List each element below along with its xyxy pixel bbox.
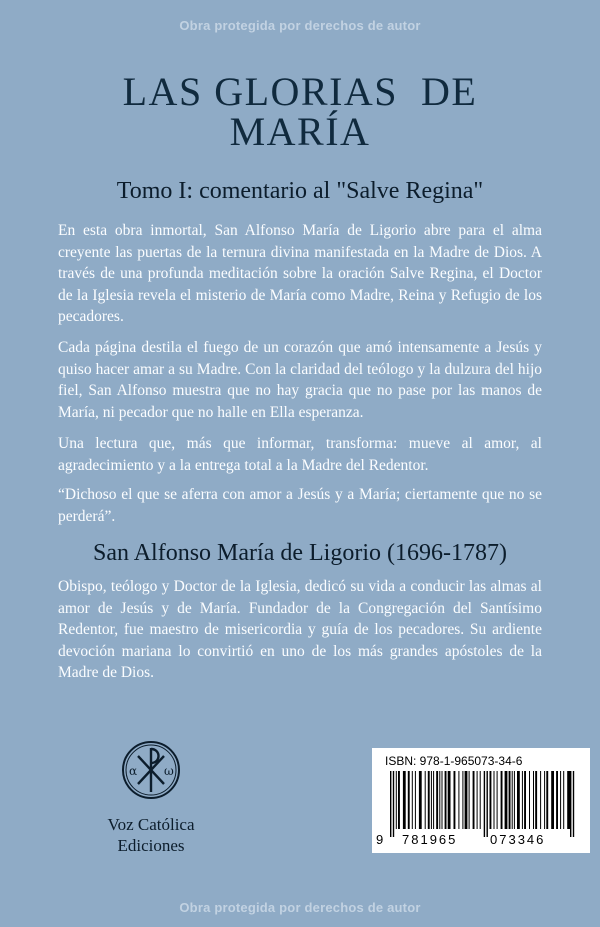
- barcode-bar: [480, 771, 481, 829]
- quote-paragraph: “Dichoso el que se aferra con amor a Jesús y a María; ciertamente que no se perderá”.: [58, 486, 542, 525]
- barcode-bar: [512, 771, 513, 829]
- description-paragraph-1: En esta obra inmortal, San Alfonso María de Ligorio abre para el alma creyente las puertas de la ternura divina manifestada en la Madre de Dios. A través de una profunda meditación sobre la oración Salve Regina, el Doctor de la Iglesia revela el misterio de María como Madre, Reina y Refugio de los pecadores.: [58, 222, 542, 326]
- barcode-digit-first: 9: [376, 832, 384, 847]
- barcode-bar: [490, 771, 492, 829]
- barcode-digits-right: 073346: [490, 832, 546, 847]
- barcode-bar: [469, 771, 470, 829]
- description-paragraph-3: Una lectura que, más que informar, transforma: mueve al amor, al agradecimiento y a la entrega total a la Madre del Redentor.: [58, 435, 542, 474]
- barcode-bar: [398, 771, 400, 829]
- barcode-bar: [517, 771, 520, 829]
- svg-text:ω: ω: [164, 764, 174, 778]
- barcode-bar: [390, 771, 391, 837]
- barcode-bar: [433, 771, 434, 829]
- copyright-watermark: Obra protegida por derechos de autor: [179, 18, 421, 33]
- barcode-digits-left: 781965: [402, 832, 458, 847]
- barcode-bar: [473, 771, 475, 829]
- publisher-name: Voz Católica: [107, 815, 195, 834]
- barcode-bar: [501, 771, 503, 829]
- author-bio: Obispo, teólogo y Doctor de la Iglesia, dedicó su vida a conducir las almas al amor de Jesús y de María. Fundador de la Congregación del Santísimo Redentor, fue maestro de misericordia y guía de los pecadores. Su ardiente devoción mariana lo convirtió en uno de los más grandes apóstoles de la Madre de Dios.: [58, 578, 542, 682]
- book-title: [0, 69, 600, 154]
- barcode-bar: [544, 771, 545, 829]
- description-paragraph-2: Cada página destila el fuego de un corazón que amó intensamente a Jesús y quiso hacer amar a su Madre. Con la claridad del teólogo y la dulzura del hijo fiel, San Alfonso muestra que no hay gracia que no pase por las manos de María, ni pecador que no halle en Ella esperanza.: [58, 339, 542, 421]
- barcode-bar: [494, 771, 495, 829]
- barcode-bar: [529, 771, 530, 829]
- barcode-bar: [484, 771, 485, 837]
- isbn-barcode: [372, 748, 590, 853]
- isbn-label: ISBN: 978-1-965073-34-6: [385, 754, 523, 768]
- barcode-bar: [567, 771, 570, 829]
- barcode-bar: [431, 771, 432, 829]
- book-subtitle: Tomo I: comentario al "Salve Regina": [116, 178, 484, 204]
- barcode-bar: [556, 771, 558, 829]
- barcode-bar: [396, 771, 397, 829]
- title-line-1: LAS GLORIAS DE: [122, 69, 478, 114]
- barcode-bar: [477, 771, 478, 829]
- barcode-bar: [514, 771, 515, 829]
- barcode-bar: [436, 771, 438, 829]
- barcode-bar: [524, 771, 526, 829]
- barcode-bar: [497, 771, 498, 829]
- author-heading: San Alfonso María de Ligorio (1696-1787): [93, 540, 507, 566]
- barcode-bar: [487, 771, 488, 837]
- barcode-bar: [425, 771, 426, 829]
- barcode-bar: [509, 771, 511, 829]
- barcode-bar: [535, 771, 537, 829]
- barcode-bar: [393, 771, 394, 837]
- barcode-bar: [533, 771, 534, 829]
- barcode-bar: [560, 771, 561, 829]
- barcode-bar: [415, 771, 416, 829]
- barcode-bar: [570, 771, 571, 837]
- barcode-bar: [448, 771, 451, 829]
- barcode-bar: [462, 771, 463, 829]
- barcode-bar: [505, 771, 508, 829]
- copyright-watermark-bottom: Obra protegida por derechos de autor: [179, 900, 421, 915]
- barcode-bar: [428, 771, 430, 829]
- barcode-bar: [546, 771, 548, 829]
- barcode-bar: [522, 771, 523, 829]
- barcode-bar: [540, 771, 541, 829]
- chi-rho-alpha-omega-icon: [120, 740, 182, 800]
- publisher-imprint: Ediciones: [117, 836, 185, 855]
- title-line-2: MARÍA: [229, 109, 371, 154]
- barcode-bar: [573, 771, 574, 837]
- barcode-bar: [442, 771, 443, 829]
- barcode-bars: [388, 771, 578, 837]
- barcode-bar: [454, 771, 456, 829]
- barcode-bar: [439, 771, 440, 829]
- barcode-bar: [458, 771, 459, 829]
- barcode-bar: [419, 771, 422, 829]
- barcode-bar: [403, 771, 406, 829]
- barcode-bar: [563, 771, 564, 829]
- svg-text:α: α: [129, 764, 138, 778]
- barcode-bar: [465, 771, 468, 829]
- barcode-bar: [551, 771, 554, 829]
- barcode-bar: [412, 771, 413, 829]
- barcode-bar: [408, 771, 410, 829]
- barcode-bar: [445, 771, 447, 829]
- publisher-logo: [86, 740, 216, 856]
